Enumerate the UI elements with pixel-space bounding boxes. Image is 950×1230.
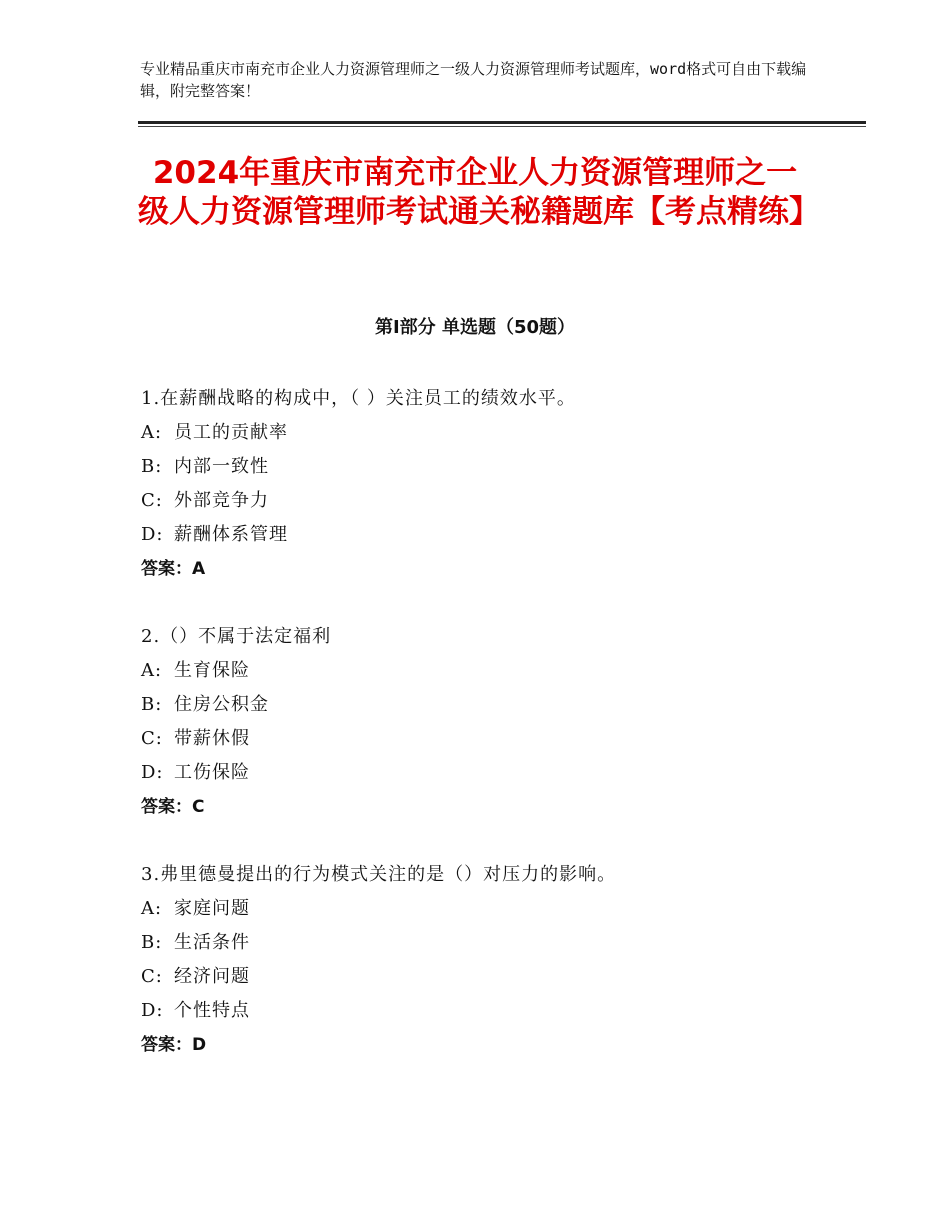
answer: 答案：C: [141, 797, 205, 817]
option-c: [141, 484, 841, 518]
question-1: [141, 382, 841, 586]
option-d: [141, 756, 841, 790]
option-letter: B:: [141, 932, 163, 953]
question-stem: 3.弗里德曼提出的行为模式关注的是（）对压力的影响。: [141, 864, 617, 885]
option-text: 外部竞争力: [174, 490, 269, 511]
option-letter: C:: [141, 490, 163, 511]
option-text: 薪酬体系管理: [174, 524, 288, 545]
option-letter: A:: [141, 422, 163, 443]
option-b: [141, 450, 841, 484]
option-letter: B:: [141, 456, 163, 477]
option-text: 生育保险: [174, 660, 250, 681]
answer: 答案：D: [141, 1035, 207, 1055]
option-text: 工伤保险: [174, 762, 250, 783]
option-b: [141, 688, 841, 722]
option-letter: A:: [141, 660, 163, 681]
option-d: [141, 518, 841, 552]
question-stem: 2.（）不属于法定福利: [141, 626, 332, 647]
option-a: [141, 654, 841, 688]
option-a: [141, 892, 841, 926]
option-text: 个性特点: [174, 1000, 250, 1021]
option-text: 经济问题: [174, 966, 250, 987]
question-stem: 1.在薪酬战略的构成中，（ ）关注员工的绩效水平。: [141, 388, 576, 409]
header-divider-thick: [138, 121, 866, 124]
option-a: [141, 416, 841, 450]
option-c: [141, 960, 841, 994]
option-text: 内部一致性: [174, 456, 269, 477]
option-text: 家庭问题: [174, 898, 250, 919]
option-letter: D:: [141, 524, 164, 545]
answer: 答案：A: [141, 559, 206, 579]
option-text: 住房公积金: [174, 694, 269, 715]
option-b: [141, 926, 841, 960]
option-letter: C:: [141, 728, 163, 749]
header-note: 专业精品重庆市南充市企业人力资源管理师之一级人力资源管理师考试题库，word格式可自由下载编辑，附完整答案！: [140, 60, 807, 100]
option-text: 员工的贡献率: [174, 422, 288, 443]
section-heading: 第Ⅰ部分 单选题（50题）: [374, 317, 575, 338]
option-letter: D:: [141, 762, 164, 783]
option-c: [141, 722, 841, 756]
option-text: 带薪休假: [174, 728, 250, 749]
option-letter: D:: [141, 1000, 164, 1021]
question-2: [141, 620, 841, 824]
option-letter: A:: [141, 898, 163, 919]
question-list: [141, 382, 841, 1096]
option-d: [141, 994, 841, 1028]
header-divider-thin: [138, 126, 866, 127]
option-letter: C:: [141, 966, 163, 987]
option-letter: B:: [141, 694, 163, 715]
question-3: [141, 858, 841, 1062]
option-text: 生活条件: [174, 932, 250, 953]
document-title: 2024年重庆市南充市企业人力资源管理师之一级人力资源管理师考试通关秘籍题库【考点精练】: [138, 155, 820, 230]
